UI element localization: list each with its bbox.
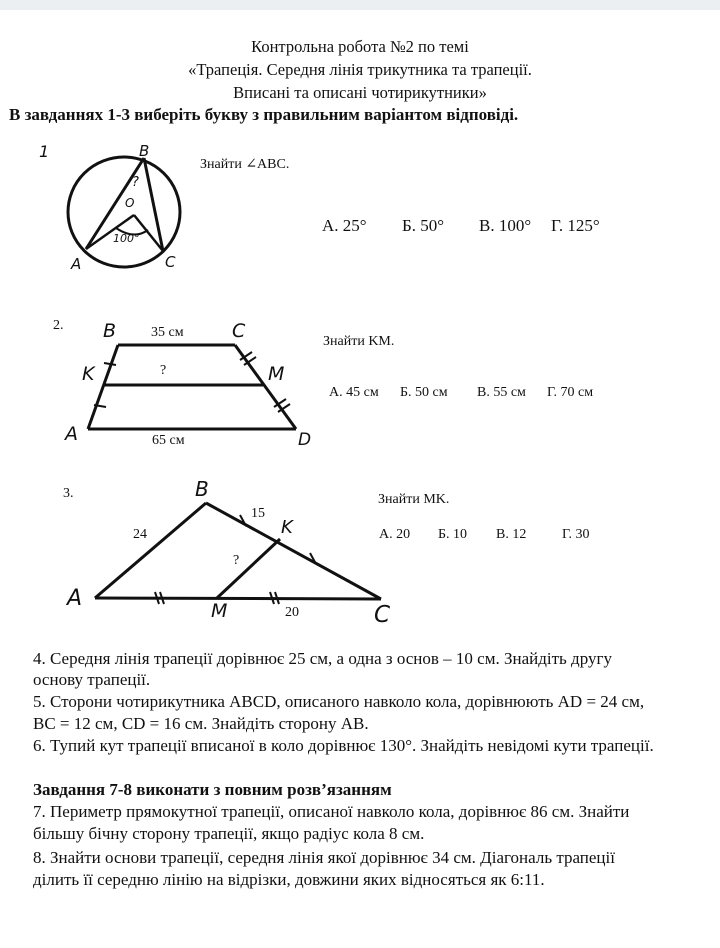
side-cd [235, 345, 296, 429]
task3-option-a: A. 20 [379, 527, 411, 542]
circle [68, 157, 180, 267]
task8-line-2: ділить її середню лінію на відрізки, довжини яких відносяться як 6:11. [33, 870, 545, 889]
task3-number: 3. [63, 486, 74, 501]
task1-prompt: Знайти ∠ABC. [200, 157, 290, 172]
label-o: O [125, 196, 135, 210]
task6: 6. Тупий кут трапеції вписаної в коло дорівнює 130°. Знайдіть невідомі кути трапеції. [33, 736, 654, 755]
title-line-1: Контрольна робота №2 по темі [251, 37, 469, 56]
task8-line-1: 8. Знайти основи трапеції, середня лінія якої дорівнює 34 см. Діагональ трапеції [33, 848, 615, 867]
task2-prompt: Знайти KM. [323, 334, 395, 349]
task1-option-d: Г. 125° [551, 216, 600, 235]
segment-mk [217, 539, 280, 598]
label-c: C [165, 253, 176, 271]
task2-bottom-length: 65 см [152, 433, 185, 448]
task1-number: 1 [39, 142, 50, 161]
label-c3: C [374, 602, 391, 628]
side-ab [88, 345, 118, 429]
chord-bc [144, 158, 163, 251]
task3-option-b: Б. 10 [438, 527, 468, 542]
label-k3: K [281, 517, 293, 538]
task2-option-a: A. 45 см [329, 385, 379, 400]
task4-line-1: 4. Середня лінія трапеції дорівнює 25 см, а одна з основ – 10 см. Знайдіть другу [33, 649, 612, 668]
label-d2: D [298, 430, 312, 450]
task7-line-1: 7. Периметр прямокутної трапеції, описаної навколо кола, дорівнює 86 см. Знайти [33, 802, 630, 821]
task1-option-c: В. 100° [479, 216, 532, 235]
side-ab3 [95, 503, 206, 598]
task1-option-a: A. 25° [322, 216, 367, 235]
task1-option-b: Б. 50° [402, 216, 445, 235]
task2-option-d: Г. 70 см [547, 385, 594, 400]
task4-line-2: основу трапеції. [33, 670, 151, 689]
task5-line-2: BC = 12 см, CD = 16 см. Знайдіть сторону AB. [33, 714, 369, 733]
label-b3: B [195, 477, 209, 501]
task3-option-d: Г. 30 [562, 527, 590, 542]
task7-line-2: більшу бічну сторону трапеції, якщо радіус кола 8 см. [33, 824, 425, 843]
label-b: B [139, 142, 150, 160]
label-c2: C [232, 320, 246, 342]
label-a: A [71, 255, 82, 273]
task3-bk-length: 15 [251, 506, 265, 521]
label-m2: M [268, 363, 285, 385]
task2-option-c: В. 55 см [477, 385, 526, 400]
side-bc3 [206, 503, 381, 599]
instruction: В завданнях 1-3 виберіть букву з правильним варіантом відповіді. [9, 105, 519, 124]
label-question: ? [132, 175, 139, 190]
side-ac3 [95, 598, 381, 599]
task3-unknown: ? [233, 553, 240, 568]
label-b2: B [103, 320, 117, 342]
label-a2: A [65, 423, 78, 445]
label-m3: M [211, 600, 228, 622]
section-heading: Завдання 7-8 виконати з повним розв’язанням [33, 780, 392, 799]
title-line-2: «Трапеція. Середня лінія трикутника та трапеції. [188, 60, 532, 79]
task2-number: 2. [53, 318, 64, 333]
task3-mc-length: 20 [285, 605, 299, 620]
task3-prompt: Знайти MK. [378, 492, 450, 507]
task2-option-b: Б. 50 см [400, 385, 448, 400]
top-bar [0, 0, 720, 10]
task2-unknown: ? [160, 363, 167, 378]
task3-option-c: В. 12 [496, 527, 527, 542]
task5-line-1: 5. Сторони чотирикутника ABCD, описаного навколо кола, дорівнюють AD = 24 см, [33, 692, 645, 711]
label-k2: K [82, 363, 95, 385]
label-angle: 100° [113, 232, 140, 245]
task2-top-length: 35 см [151, 325, 184, 340]
label-a3: A [67, 586, 83, 611]
task3-side-length: 24 [133, 527, 147, 542]
title-line-3: Вписані та описані чотирикутники» [233, 83, 487, 102]
